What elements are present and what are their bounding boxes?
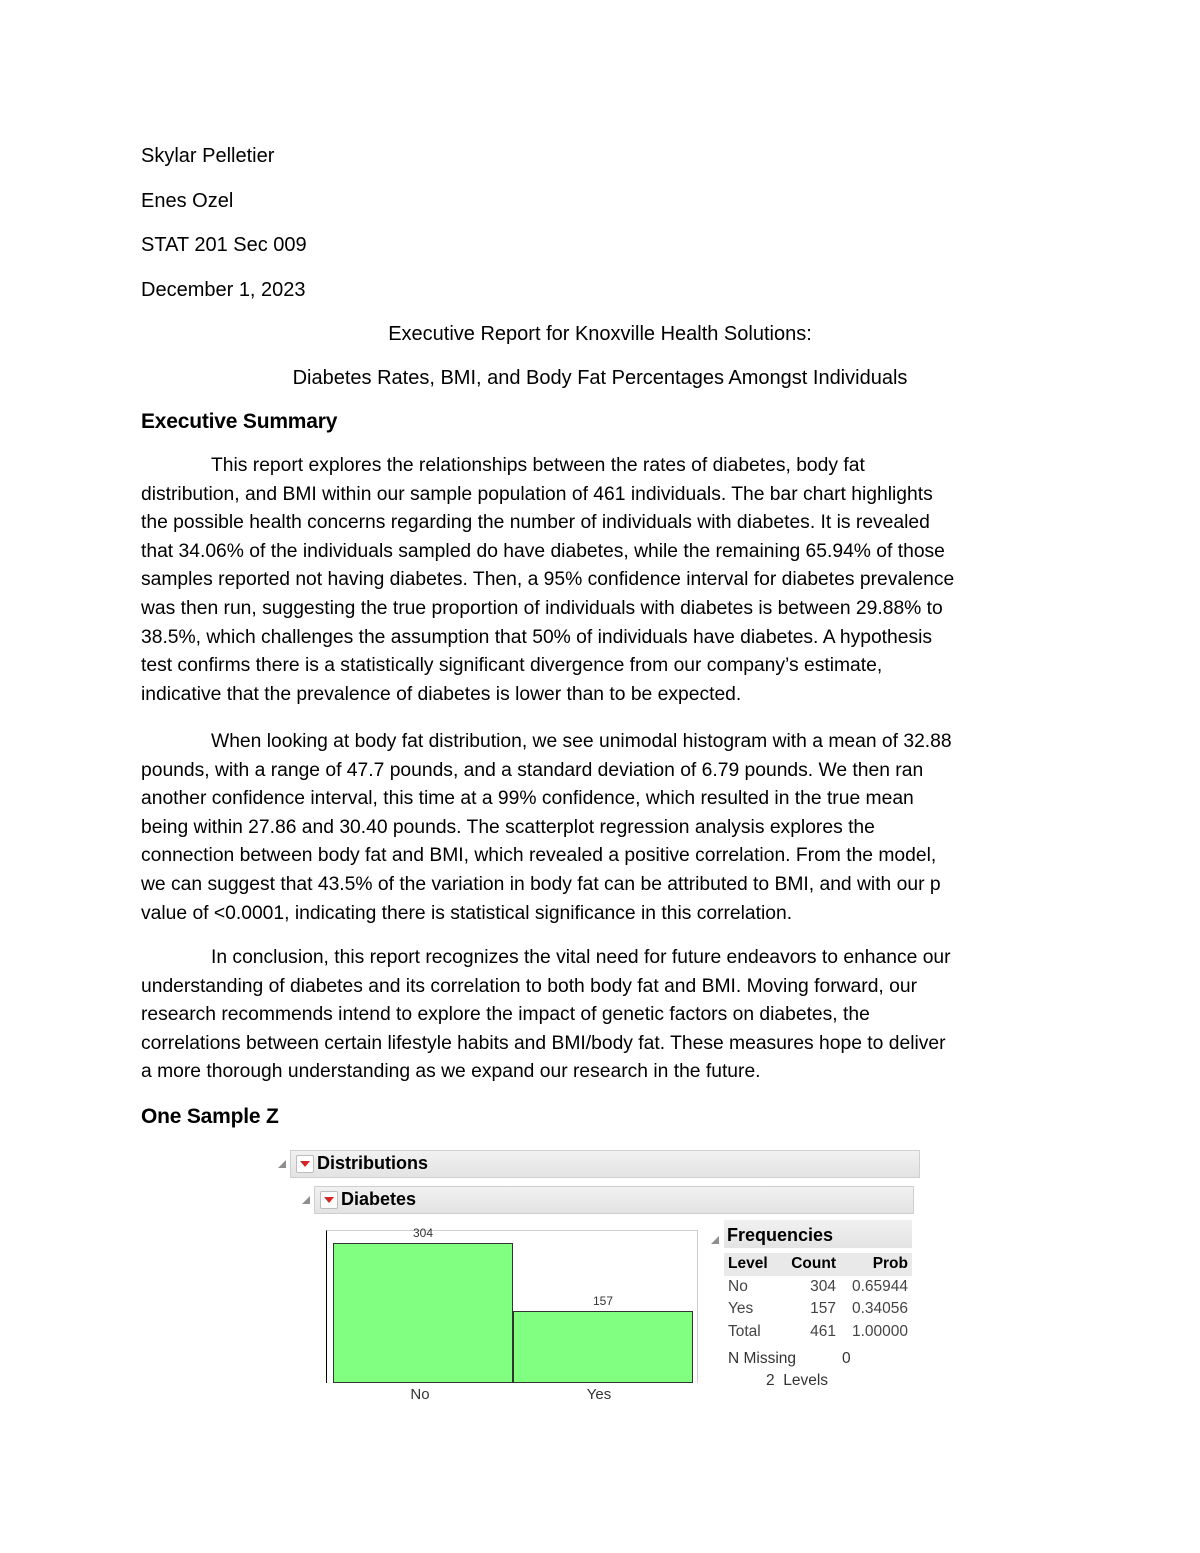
jmp-distribution-output	[274, 1148, 924, 1412]
paragraph-line: being within 27.86 and 30.40 pounds. The scatterplot regression analysis explores the	[141, 816, 875, 838]
summary-paragraph-3	[141, 944, 1061, 1087]
paragraph-line: a more thorough understanding as we expand our research in the future.	[141, 1061, 761, 1083]
report-title-line-1: Executive Report for Knoxville Health Solutions:	[388, 323, 812, 345]
paragraph-line: samples reported not having diabetes. Then, a 95% confidence interval for diabetes prevalence	[141, 569, 955, 591]
frequencies-table	[724, 1253, 912, 1343]
bar-value-label: 304	[412, 1226, 434, 1240]
paragraph-line: test confirms there is a statistically significant divergence from our company’s estimate,	[141, 655, 883, 677]
paragraph-line: pounds, with a range of 47.7 pounds, and a standard deviation of 6.79 pounds. We then ran	[141, 759, 924, 781]
bar-value-label: 157	[592, 1294, 614, 1308]
report-date: December 1, 2023	[141, 279, 306, 301]
row-level: No	[728, 1277, 748, 1295]
row-level: Total	[728, 1322, 761, 1340]
paragraph-line: This report explores the relationships between the rates of diabetes, body fat	[211, 455, 865, 476]
red-triangle-menu-icon[interactable]	[320, 1191, 338, 1209]
category-label-no: No	[410, 1386, 430, 1403]
paragraph-line: distribution, and BMI within our sample population of 461 individuals. The bar chart highlights	[141, 483, 933, 505]
table-row	[724, 1298, 912, 1321]
table-row	[724, 1276, 912, 1299]
author-name: Skylar Pelletier	[141, 145, 275, 167]
disclosure-triangle-icon[interactable]	[278, 1160, 286, 1168]
row-count: 157	[810, 1300, 836, 1317]
n-missing-value: 0	[842, 1350, 851, 1367]
category-label-yes: Yes	[586, 1386, 612, 1403]
n-missing-label: N Missing	[728, 1350, 797, 1367]
paragraph-line: connection between body fat and BMI, which revealed a positive correlation. From the model,	[141, 845, 937, 867]
row-count: 461	[810, 1322, 836, 1340]
executive-summary-heading: Executive Summary	[141, 410, 338, 433]
paragraph-line: indicative that the prevalence of diabetes is lower than to be expected.	[141, 683, 742, 705]
bar-yes	[513, 1311, 693, 1383]
row-level: Yes	[728, 1300, 754, 1317]
paragraph-line: the possible health concerns regarding the number of individuals with diabetes. It is revealed	[141, 512, 930, 534]
paragraph-line: that 34.06% of the individuals sampled do have diabetes, while the remaining 65.94% of those	[141, 540, 945, 562]
summary-paragraph-1	[141, 452, 1061, 709]
paragraph-line: 38.5%, which challenges the assumption that 50% of individuals have diabetes. A hypothesis	[141, 626, 933, 648]
bar-chart-frame	[326, 1226, 698, 1383]
paragraph-line: In conclusion, this report recognizes the vital need for future endeavors to enhance our	[211, 947, 951, 968]
paragraph-line: correlations between certain lifestyle habits and BMI/body fat. These measures hope to deliver	[141, 1032, 946, 1054]
paragraph-line: value of <0.0001, indicating there is statistical significance in this correlation.	[141, 902, 793, 924]
table-row	[724, 1321, 912, 1344]
summary-paragraph-2	[141, 728, 1061, 928]
row-prob: 0.65944	[851, 1277, 908, 1295]
report-title-line-2: Diabetes Rates, BMI, and Body Fat Percentages Amongst Individuals	[292, 367, 908, 389]
paragraph-line: was then run, suggesting the true proportion of individuals with diabetes is between 29.88% to	[141, 597, 943, 619]
instructor-name: Enes Ozel	[141, 190, 234, 212]
one-sample-z-heading: One Sample Z	[141, 1105, 279, 1128]
bar-no	[333, 1243, 513, 1383]
diabetes-title: Diabetes	[341, 1189, 417, 1209]
row-prob: 0.34056	[851, 1300, 908, 1317]
table-header-row	[724, 1253, 912, 1276]
paragraph-line: another confidence interval, this time at a 99% confidence, which resulted in the true mean	[141, 788, 914, 810]
paragraph-line: When looking at body fat distribution, we see unimodal histogram with a mean of 32.88	[211, 731, 952, 752]
row-prob: 1.00000	[851, 1322, 908, 1340]
column-header-count: Count	[791, 1255, 836, 1272]
row-count: 304	[810, 1277, 836, 1295]
course-name: STAT 201 Sec 009	[141, 234, 307, 256]
frequencies-title: Frequencies	[727, 1225, 834, 1245]
distributions-title: Distributions	[317, 1153, 428, 1173]
paragraph-line: we can suggest that 43.5% of the variation in body fat can be attributed to BMI, and with our p	[141, 873, 941, 895]
disclosure-triangle-icon[interactable]	[302, 1196, 310, 1204]
disclosure-triangle-icon[interactable]	[711, 1236, 719, 1244]
levels-count: 2 Levels	[766, 1372, 829, 1389]
column-header-level: Level	[728, 1255, 768, 1272]
paragraph-line: understanding of diabetes and its correlation to both body fat and BMI. Moving forward, our	[141, 975, 917, 997]
paragraph-line: research recommends intend to explore the impact of genetic factors on diabetes, the	[141, 1004, 870, 1026]
red-triangle-menu-icon[interactable]	[296, 1155, 314, 1173]
column-header-prob: Prob	[872, 1255, 908, 1272]
